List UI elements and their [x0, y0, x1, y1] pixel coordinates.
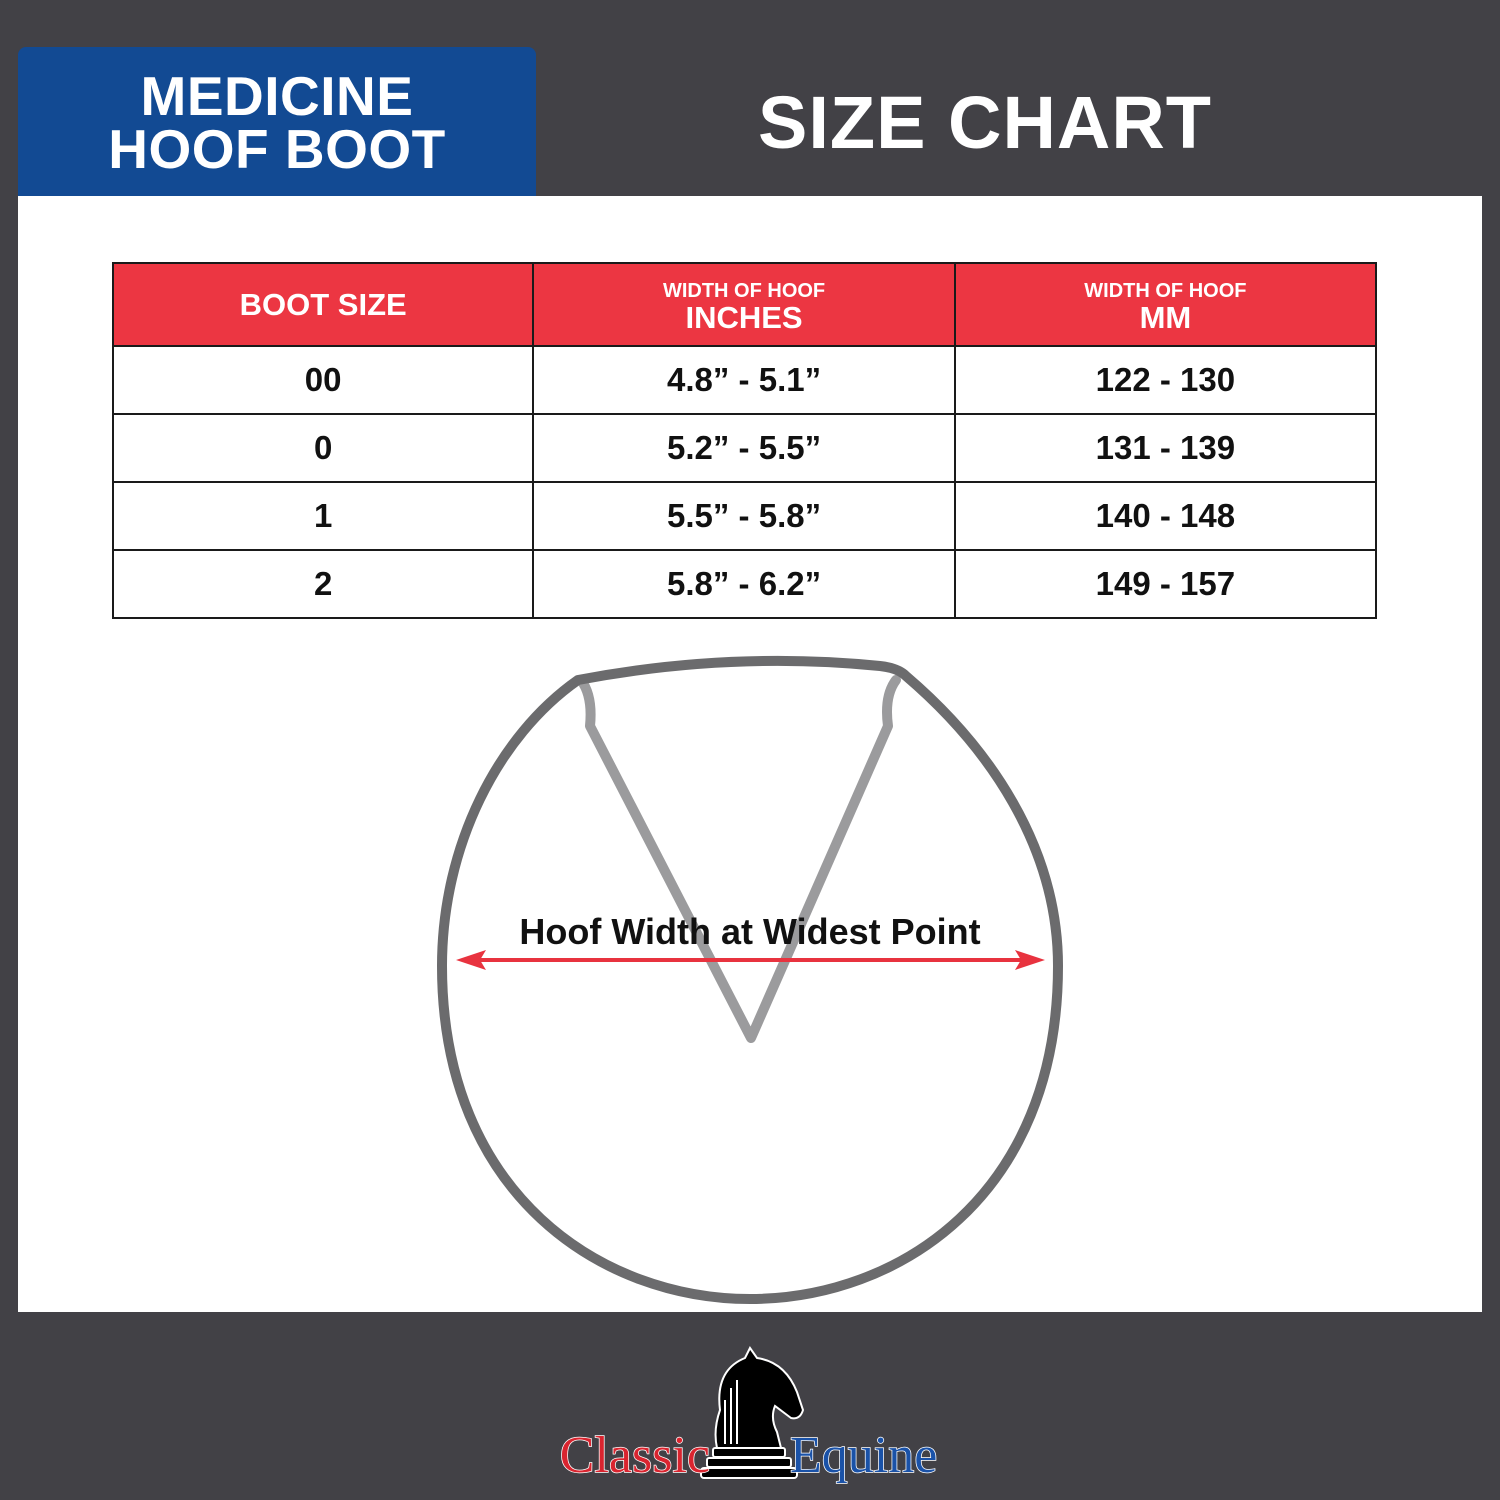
- content-panel: [18, 196, 1482, 1312]
- brand-logo: [545, 1340, 955, 1490]
- cell-size: 2: [113, 550, 533, 618]
- width-arrow: [456, 950, 1045, 970]
- brand-word-classic: Classic: [559, 1427, 710, 1484]
- product-name-banner: [18, 47, 536, 198]
- cell-inches: 5.8” - 6.2”: [533, 550, 954, 618]
- header-width-inches-unit: INCHES: [685, 299, 803, 335]
- cell-inches: 5.5” - 5.8”: [533, 482, 954, 550]
- cell-size: 0: [113, 414, 533, 482]
- product-name-line1: MEDICINE: [140, 64, 414, 127]
- page-title: SIZE CHART: [758, 81, 1212, 164]
- brand-word-equine: Equine: [790, 1427, 938, 1484]
- hoof-diagram: [18, 196, 1482, 1312]
- hoof-outline: [442, 661, 1058, 1299]
- header-boot-size: BOOT SIZE: [113, 263, 533, 346]
- cell-mm: 140 - 148: [955, 482, 1376, 550]
- product-name-line2: HOOF BOOT: [108, 117, 446, 180]
- measure-label: Hoof Width at Widest Point: [519, 911, 981, 952]
- knight-logo-icon: [545, 1340, 955, 1490]
- cell-mm: 122 - 130: [955, 346, 1376, 414]
- header-width-inches-sub: WIDTH OF HOOF: [662, 279, 826, 302]
- cell-mm: 149 - 157: [955, 550, 1376, 618]
- hoof-frog-outline: [581, 680, 896, 1038]
- cell-inches: 4.8” - 5.1”: [533, 346, 954, 414]
- cell-mm: 131 - 139: [955, 414, 1376, 482]
- header-width-mm-sub: WIDTH OF HOOF: [1084, 279, 1247, 302]
- header-width-mm-unit: MM: [1139, 299, 1192, 335]
- cell-inches: 5.2” - 5.5”: [533, 414, 954, 482]
- cell-size: 1: [113, 482, 533, 550]
- cell-size: 00: [113, 346, 533, 414]
